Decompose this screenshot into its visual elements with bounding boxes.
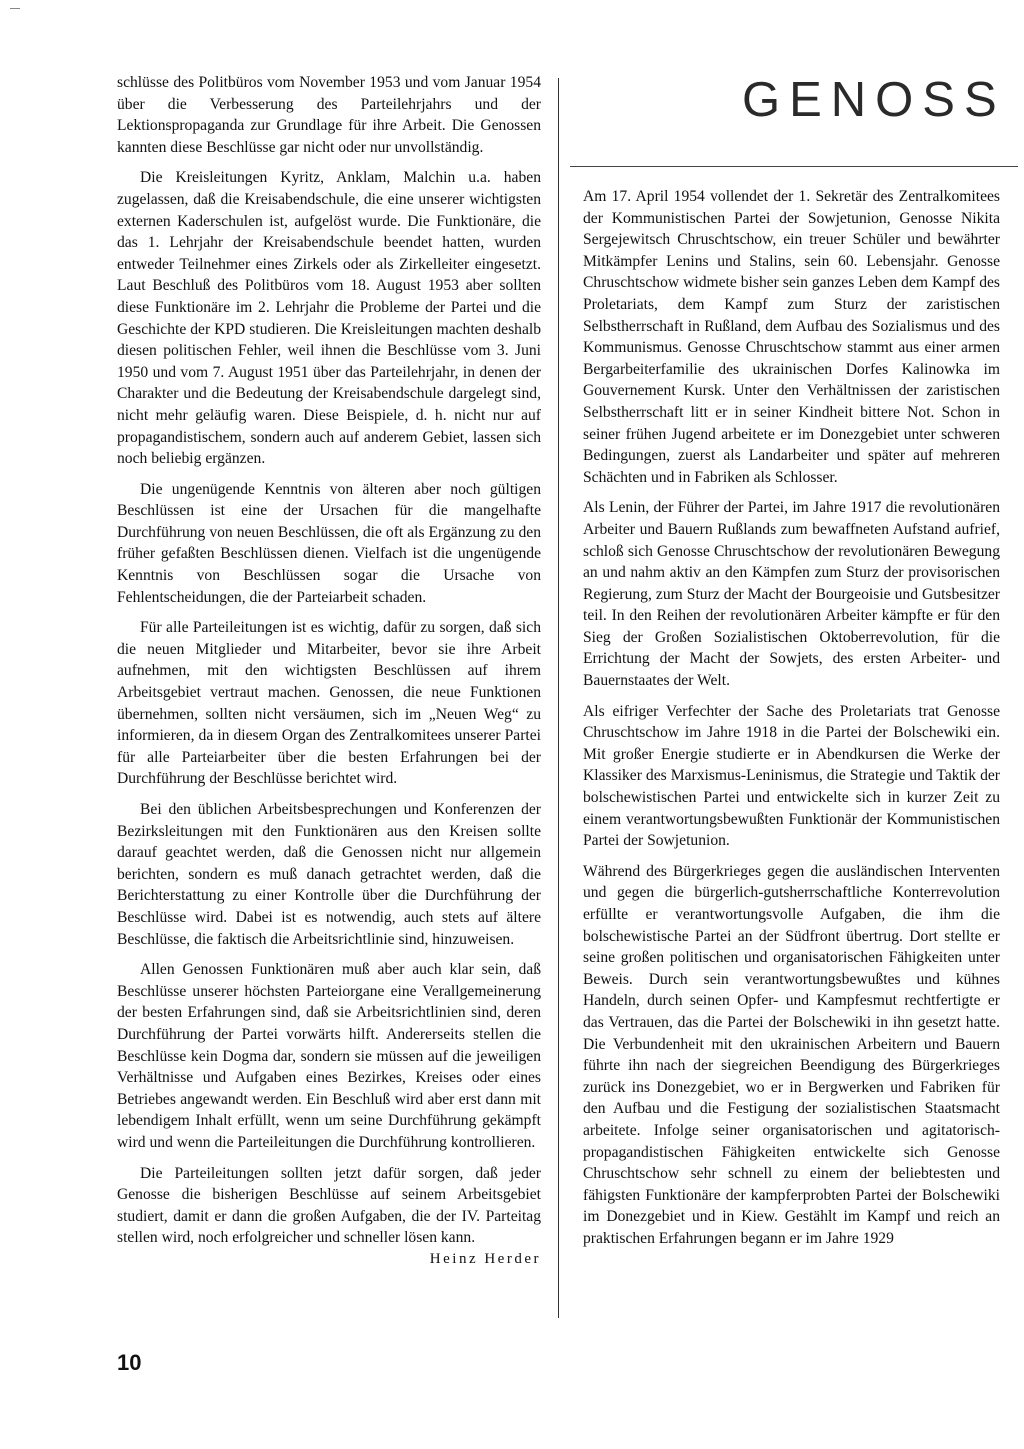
author-name: Heinz Herder (429, 1250, 541, 1267)
paragraph: Während des Bürgerkrieges gegen die ausländischen Interventen und gegen die bürgerlich-gutsherrschaftliche Konterrevolution erfüllte er verantwortungsvolle Aufgaben, die ihm die bolschewistische Partei an der Südfront übertrug. Dort stellte er seine großen politischen und organisatorischen Fähigkeiten unter Beweis. Durch sein verantwortungsbewußtes und kühnes Handeln, durch seinen Opfer- und Kampfesmut rechtfertigte er das Vertrauen, das die Partei der Bolschewiki in ihn gesetzt hatte. Die Verbundenheit mit den ukrainischen Arbeitern und Bauern führte ihn nach der siegreichen Beendigung des Bürgerkrieges zurück ins Donezgebiet, wo er in Bergwerken und Fabriken für den Aufbau und die Festigung der sozialistischen Staatsmacht arbeitete. Infolge seiner organisatorischen und agitatorisch-propagandistischen Fähigkeiten entwickelte sich Genosse Chruschtschow sehr schnell zu einem der beliebtesten und fähigsten Funktionäre der kampferprobten Partei der Bolschewiki im Donezgebiet und in Kiew. Gestählt im Kampf und reich an praktischen Erfahrungen begann er im Jahre 1929 (583, 862, 1000, 1247)
left-column (117, 72, 541, 1270)
paragraph: Die Kreisleitungen Kyritz, Anklam, Malchin u.a. haben zugelassen, daß die Kreisabendschule, die eine unserer wichtigsten externen Kaderschulen ist, aufgelöst wurde. Die Funktionäre, die das 1. Lehrjahr der Kreisabendschule beendet hatten, wurden entweder Teilnehmer eines Zirkels oder als Zirkelleiter eingesetzt. Laut Beschluß des Politbüros vom 18. August 1953 aber sollten diese Funktionäre im 2. Lehrjahr die Probleme der Partei und die Geschichte der KPD studieren. Die Kreisleitungen machten deshalb diesen politischen Fehler, weil ihnen die Beschlüsse vom 3. Juni 1950 und vom 7. August 1951 über das Parteilehrjahr, in denen der Charakter und die Bedeutung der Kreisabendschule dargelegt sind, nicht mehr geläufig waren. Diese Beispiele, d. h. nicht nur auf propagandistischem, sondern auch auf anderem Gebiet, lassen sich noch beliebig ergänzen. (117, 169, 541, 468)
right-column (583, 186, 1000, 1259)
column-divider (558, 78, 559, 1318)
paragraph: Als Lenin, der Führer der Partei, im Jahre 1917 die revolutionären Arbeiter und Bauern Rußlands zum bewaffneten Aufstand aufrief, schloß sich Genosse Chruschtschow der revolutionären Bewegung an und nahm aktiv an den Kämpfen zum Sturz der provisorischen Regierung, zum Sturz der Macht der Bourgeoisie und Gutsbesitzer teil. In den Reihen der revolutionären Arbeiter kämpfte er für den Sieg der Großen Sozialistischen Oktoberrevolution, für die Errichtung der Macht der Sowjets, des ersten Arbeiter- und Bauernstaates der Welt. (583, 499, 1000, 690)
scan-mark (10, 8, 20, 9)
page-number: 10 (117, 1350, 142, 1375)
paragraph: Die ungenügende Kenntnis von älteren aber noch gültigen Beschlüssen ist eine der Ursachen für die mangelhafte Durchführung von neuen Beschlüssen, die oft als Ergänzung zu den früher gefaßten Beschlüssen dienen. Vielfach ist die ungenügende Kenntnis von Beschlüssen sogar die Ursache von Fehlentscheidungen, die der Parteiarbeit schaden. (117, 480, 541, 606)
paragraph: Bei den üblichen Arbeitsbesprechungen und Konferenzen der Bezirksleitungen mit den Funktionären aus den Kreisen sollte darauf geachtet werden, daß die Genossen nicht nur allgemein berichten, sondern es muß danach getrachtet werden, daß die Berichterstattung zu einer Kontrolle über die Durchführung der Beschlüsse wird. Dabei ist es notwendig, auch stets auf ältere Beschlüsse, die faktisch die Arbeitsrichtlinie sind, hinzuweisen. (117, 801, 541, 948)
signature-line (117, 1249, 541, 1271)
paragraph-text: Die Parteileitungen sollten jetzt dafür sorgen, daß jeder Genosse die bisherigen Beschlüsse auf seinem Arbeitsgebiet studiert, damit er dann die großen Aufgaben, die der IV. Parteitag stellen wird, noch erfolgreicher und schneller lösen kann. (117, 1164, 541, 1247)
paragraph (117, 1163, 541, 1249)
paragraph: Für alle Parteileitungen ist es wichtig, dafür zu sorgen, daß sich die neuen Mitglieder und Mitarbeiter, bevor sie ihre Arbeit aufnehmen, mit den wichtigsten Beschlüssen auf ihrem Arbeitsgebiet vertraut machen. Genossen, die neue Funktionen übernehmen, sollten nicht versäumen, sich im „Neuen Weg“ zu informieren, da in diesem Organ des Zentralkomitees unserer Partei für alle Parteiarbeiter über die besten Erfahrungen bei der Durchführung der Beschlüsse berichtet wird. (117, 619, 541, 788)
paragraph: schlüsse des Politbüros vom November 1953 und vom Januar 1954 über die Verbesserung des Parteilehrjahrs und der Lektionspropaganda zur Grundlage für ihre Arbeit. Die Genossen kannten diese Beschlüsse gar nicht oder nur unvollständig. (117, 74, 541, 156)
heading-rule (570, 166, 1018, 167)
paragraph: Am 17. April 1954 vollendet der 1. Sekretär des Zentralkomitees der Kommunistischen Partei der Sowjetunion, Genosse Nikita Sergejewitsch Chruschtschow, ein treuer Schüler und bewährter Mitkämpfer Lenins und Stalins, sein 60. Lebensjahr. Genosse Chruschtschow widmete bisher sein ganzes Leben dem Kampf des Proletariats, dem Kampf zum Sturz der zaristischen Selbstherrschaft in Rußland, dem Aufbau des Sozialismus und des Kommunismus. Genosse Chruschtschow stammt aus einer armen Bergarbeiterfamilie des ukrainischen Dorfes Kalinowka im Gouvernement Kursk. Unter den Verhältnissen der zaristischen Selbstherrschaft litt er in seiner Kindheit bittere Not. Schon in seiner frühen Jugend arbeitete er im Donezgebiet unter schweren Bedingungen, zuerst als Landarbeiter und später auf mehreren Schächten und in Fabriken als Schlosser. (583, 188, 1000, 486)
article-heading: GENOSS (742, 73, 1006, 127)
paragraph: Allen Genossen Funktionären muß aber auch klar sein, daß Beschlüsse unserer höchsten Parteiorgane eine Verallgemeinerung der besten Erfahrungen sind, daß sie Arbeitsrichtlinien sind, deren Durchführung der Partei vorwärts hilft. Andererseits stellen die Beschlüsse kein Dogma dar, sondern sie müssen auf die jeweiligen Verhältnisse und Aufgaben eines Bezirkes, Kreises oder eines Betriebes angewandt werden. Ein Beschluß wird aber erst dann mit lebendigem Inhalt erfüllt, wenn um seine Durchführung gekämpft wird und wenn die Parteileitungen die Durchführung kontrollieren. (117, 961, 541, 1151)
paragraph: Als eifriger Verfechter der Sache des Proletariats trat Genosse Chruschtschow im Jahre 1918 in die Partei der Bolschewiki ein. Mit großer Energie studierte er in Abendkursen die Werke der Klassiker des Marxismus-Leninismus, die Strategie und Taktik der bolschewistischen Partei und entwickelte sich in kurzer Zeit zu einem verantwortungsbewußten Funktionär der Kommunistischen Partei der Sowjetunion. (583, 702, 1000, 850)
